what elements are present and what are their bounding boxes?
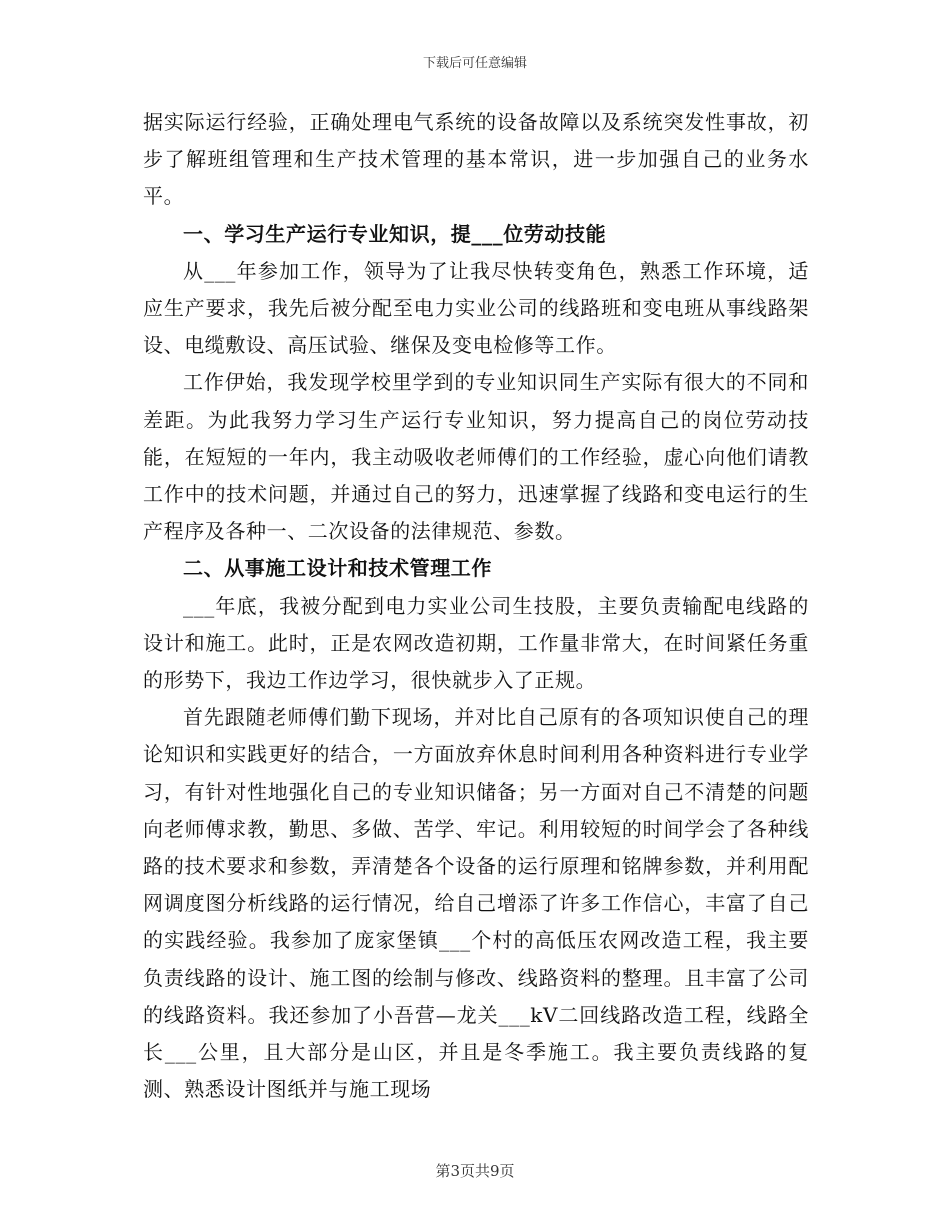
page-header: 下载后可任意编辑 [422,56,527,71]
paragraph: 从___年参加工作，领导为了让我尽快转变角色，熟悉工作环境，适应生产要求，我先后被分配至电力实业公司的线路班和变电班从事线路架设、电缆敷设、高压试验、继保及变电检修等工作。 [143,258,809,358]
paragraph: ___年底，我被分配到电力实业公司生技股，主要负责输配电线路的设计和施工。此时，正是农网改造初期，工作量非常大，在时间紧任务重的形势下，我边工作边学习，很快就步入了正规。 [143,593,809,693]
paragraph: 首先跟随老师傅们勤下现场，并对比自己原有的各项知识使自己的理论知识和实践更好的结合，一方面放弃休息时间利用各种资料进行专业学习，有针对性地强化自己的专业知识储备；另一方面对自己不清楚的问题向老师傅求教，勤思、多做、苦学、牢记。利用较短的时间学会了各种线路的技术要求和参数，弄清楚各个设备的运行原理和铭牌参数，并利用配网调度图分析线路的运行情况，给自己增添了许多工作信心，丰富了自己的实践经验。我参加了庞家堡镇___个村的高低压农网改造工程，我主要负责线路的设计、施工图的绘制与修改、线路资料的整理。且丰富了公司的线路资料。我还参加了小吾营—龙关___kV二回线路改造工程，线路全长___公里，且大部分是山区，并且是冬季施工。我主要负责线路的复测、熟悉设计图纸并与施工现场 [143,705,809,1102]
section-heading-2: 二、从事施工设计和技术管理工作 [183,556,492,581]
page-number: 第3页共9页 [435,1162,515,1180]
section-heading-1: 一、学习生产运行专业知识，提___位劳动技能 [183,221,607,246]
paragraph: 工作伊始，我发现学校里学到的专业知识同生产实际有很大的不同和差距。为此我努力学习生产运行专业知识，努力提高自己的岗位劳动技能，在短短的一年内，我主动吸收老师傅们的工作经验，虚心向他们请教工作中的技术问题，并通过自己的努力，迅速掌握了线路和变电运行的生产程序及各种一、二次设备的法律规范、参数。 [143,370,809,544]
document-body [143,104,809,1108]
paragraph-continued: 据实际运行经验，正确处理电气系统的设备故障以及系统突发性事故，初步了解班组管理和生产技术管理的基本常识，进一步加强自己的业务水平。 [143,110,809,209]
